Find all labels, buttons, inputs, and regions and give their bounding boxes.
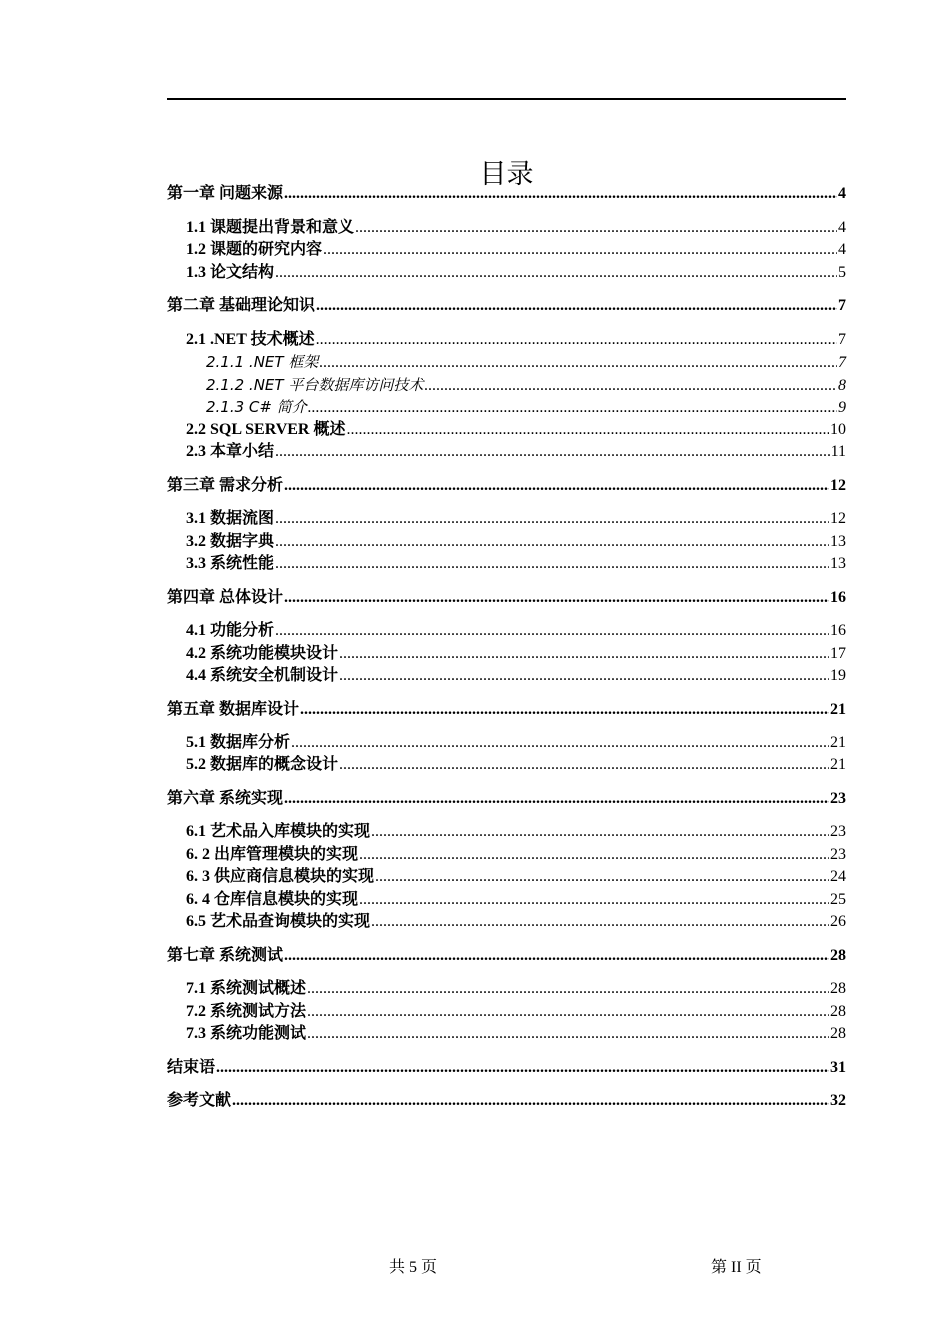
toc-dot-leader: [275, 441, 830, 463]
toc-chapter-entry[interactable]: [167, 183, 846, 205]
toc-entry-page-number: 8: [838, 377, 846, 394]
toc-dot-leader: [275, 620, 829, 642]
toc-chapter-entry[interactable]: [167, 1057, 846, 1079]
toc-entry-label: 6. 2 出库管理模块的实现: [186, 846, 359, 863]
toc-dot-leader: [307, 978, 829, 1000]
toc-dot-leader: [284, 183, 837, 205]
toc-section-entry[interactable]: [167, 1001, 846, 1023]
toc-entry-label: 7.2 系统测试方法: [186, 1003, 307, 1020]
toc-section-entry[interactable]: [167, 329, 846, 351]
toc-entry-page-number: 4: [838, 185, 846, 202]
toc-entry-label: 2.1.3 C# 简介: [206, 398, 307, 416]
toc-chapter-entry[interactable]: [167, 295, 846, 317]
toc-entry-label: 2.1 .NET 技术概述: [186, 331, 315, 348]
toc-entry-page-number: 7: [838, 297, 846, 314]
toc-dot-leader: [316, 329, 837, 351]
toc-entry-page-number: 17: [830, 645, 846, 662]
toc-entry-page-number: 7: [838, 331, 846, 348]
toc-entry-label: 参考文献: [167, 1092, 232, 1109]
toc-chapter-entry[interactable]: [167, 945, 846, 967]
toc-chapter-entry[interactable]: [167, 475, 846, 497]
toc-entry-page-number: 28: [830, 1003, 846, 1020]
toc-dot-leader: [339, 643, 829, 665]
toc-entry-label: 7.3 系统功能测试: [186, 1025, 307, 1042]
toc-entry-label: 4.2 系统功能模块设计: [186, 645, 339, 662]
toc-entry-page-number: 9: [838, 399, 846, 416]
toc-section-entry[interactable]: [167, 911, 846, 933]
toc-entry-page-number: 28: [830, 980, 846, 997]
footer-page-number: 第 II 页: [711, 1259, 762, 1276]
toc-entry-page-number: 28: [830, 947, 846, 964]
toc-dot-leader: [275, 508, 829, 530]
toc-entry-page-number: 12: [830, 510, 846, 527]
toc-entry-label: 第五章 数据库设计: [167, 701, 300, 718]
toc-entry-page-number: 28: [830, 1025, 846, 1042]
toc-section-entry[interactable]: [167, 732, 846, 754]
toc-entry-page-number: 4: [838, 241, 846, 258]
toc-section-entry[interactable]: [167, 844, 846, 866]
toc-entry-label: 7.1 系统测试概述: [186, 980, 307, 997]
toc-entry-label: 2.1.1 .NET 框架: [206, 353, 319, 371]
toc-section-entry[interactable]: [167, 978, 846, 1000]
toc-entry-page-number: 32: [830, 1092, 846, 1109]
toc-dot-leader: [232, 1090, 829, 1112]
toc-dot-leader: [339, 754, 829, 776]
toc-entry-page-number: 21: [830, 734, 846, 751]
toc-entry-label: 6. 4 仓库信息模块的实现: [186, 891, 359, 908]
toc-dot-leader: [319, 352, 837, 374]
toc-entry-label: 1.1 课题提出背景和意义: [186, 219, 355, 236]
toc-entry-page-number: 24: [830, 868, 846, 885]
toc-dot-leader: [375, 866, 829, 888]
toc-section-entry[interactable]: [167, 239, 846, 261]
toc-entry-page-number: 13: [830, 533, 846, 550]
toc-dot-leader: [355, 217, 837, 239]
toc-section-entry[interactable]: [167, 262, 846, 284]
toc-entry-label: 第四章 总体设计: [167, 589, 284, 606]
toc-entry-label: 2.1.2 .NET 平台数据库访问技术: [206, 376, 424, 394]
toc-dot-leader: [307, 1023, 829, 1045]
toc-entry-label: 3.2 数据字典: [186, 533, 275, 550]
toc-entry-page-number: 11: [830, 443, 846, 460]
toc-entry-label: 4.4 系统安全机制设计: [186, 667, 339, 684]
toc-entry-page-number: 7: [838, 354, 846, 371]
toc-entry-page-number: 23: [830, 790, 846, 807]
toc-section-entry[interactable]: [167, 1023, 846, 1045]
toc-chapter-entry[interactable]: [167, 699, 846, 721]
toc-entry-page-number: 16: [830, 622, 846, 639]
toc-section-entry[interactable]: [167, 889, 846, 911]
header-rule: [167, 98, 846, 100]
toc-entry-page-number: 23: [830, 823, 846, 840]
toc-dot-leader: [308, 397, 837, 419]
toc-dot-leader: [291, 732, 829, 754]
toc-dot-leader: [316, 295, 837, 317]
toc-dot-leader: [371, 911, 829, 933]
toc-entry-label: 2.2 SQL SERVER 概述: [186, 421, 346, 438]
toc-entry-label: 6. 3 供应商信息模块的实现: [186, 868, 375, 885]
toc-entry-label: 结束语: [167, 1059, 216, 1076]
toc-entry-label: 5.2 数据库的概念设计: [186, 756, 339, 773]
toc-section-entry[interactable]: [167, 643, 846, 665]
toc-section-entry[interactable]: [167, 217, 846, 239]
toc-entry-label: 6.5 艺术品查询模块的实现: [186, 913, 371, 930]
toc-dot-leader: [323, 239, 837, 261]
toc-entry-page-number: 10: [830, 421, 846, 438]
toc-entry-label: 第七章 系统测试: [167, 947, 284, 964]
toc-entry-label: 4.1 功能分析: [186, 622, 275, 639]
toc-dot-leader: [300, 699, 829, 721]
toc-entry-label: 6.1 艺术品入库模块的实现: [186, 823, 371, 840]
toc-entry-label: 第六章 系统实现: [167, 790, 284, 807]
footer-total-pages: 共 5 页: [389, 1259, 438, 1276]
toc-dot-leader: [284, 475, 829, 497]
toc-chapter-entry[interactable]: [167, 587, 846, 609]
toc-entry-page-number: 12: [830, 477, 846, 494]
toc-dot-leader: [275, 531, 829, 553]
toc-subsection-entry[interactable]: [167, 374, 846, 397]
toc-section-entry[interactable]: [167, 821, 846, 843]
toc-entry-label: 1.3 论文结构: [186, 264, 275, 281]
toc-entry-label: 2.3 本章小结: [186, 443, 275, 460]
toc-entry-page-number: 21: [830, 701, 846, 718]
toc-dot-leader: [359, 889, 829, 911]
toc-subsection-entry[interactable]: [167, 396, 846, 419]
toc-entry-page-number: 25: [830, 891, 846, 908]
toc-entry-label: 第二章 基础理论知识: [167, 297, 316, 314]
toc-entry-label: 5.1 数据库分析: [186, 734, 291, 751]
toc-entry-page-number: 13: [830, 555, 846, 572]
toc-entry-page-number: 5: [838, 264, 846, 281]
toc-section-entry[interactable]: [167, 665, 846, 687]
toc-section-entry[interactable]: [167, 441, 846, 463]
toc-entry-label: 第一章 问题来源: [167, 185, 284, 202]
toc-dot-leader: [339, 665, 829, 687]
toc-section-entry[interactable]: [167, 531, 846, 553]
toc-section-entry[interactable]: [167, 620, 846, 642]
toc-section-entry[interactable]: [167, 754, 846, 776]
toc-dot-leader: [284, 587, 829, 609]
toc-dot-leader: [371, 821, 829, 843]
toc-section-entry[interactable]: [167, 553, 846, 575]
toc-entry-page-number: 21: [830, 756, 846, 773]
toc-section-entry[interactable]: [167, 508, 846, 530]
toc-dot-leader: [359, 844, 829, 866]
toc-entry-label: 3.3 系统性能: [186, 555, 275, 572]
toc-entry-page-number: 26: [830, 913, 846, 930]
toc-dot-leader: [284, 945, 829, 967]
toc-chapter-entry[interactable]: [167, 1090, 846, 1112]
toc-section-entry[interactable]: [167, 866, 846, 888]
toc-entry-label: 1.2 课题的研究内容: [186, 241, 323, 258]
toc-title: 目录: [479, 159, 534, 191]
toc-dot-leader: [346, 419, 829, 441]
toc-entry-page-number: 4: [838, 219, 846, 236]
toc-dot-leader: [275, 262, 837, 284]
toc-entry-label: 3.1 数据流图: [186, 510, 275, 527]
toc-entry-page-number: 19: [830, 667, 846, 684]
toc-chapter-entry[interactable]: [167, 788, 846, 810]
toc-entry-page-number: 16: [830, 589, 846, 606]
toc-entry-label: 第三章 需求分析: [167, 477, 284, 494]
toc-section-entry[interactable]: [167, 419, 846, 441]
toc-dot-leader: [424, 375, 837, 397]
toc-entry-page-number: 23: [830, 846, 846, 863]
toc-subsection-entry[interactable]: [167, 351, 846, 374]
toc-dot-leader: [275, 553, 829, 575]
toc-dot-leader: [284, 788, 829, 810]
toc-entry-page-number: 31: [830, 1059, 846, 1076]
toc-dot-leader: [307, 1001, 829, 1023]
toc-dot-leader: [216, 1057, 829, 1079]
